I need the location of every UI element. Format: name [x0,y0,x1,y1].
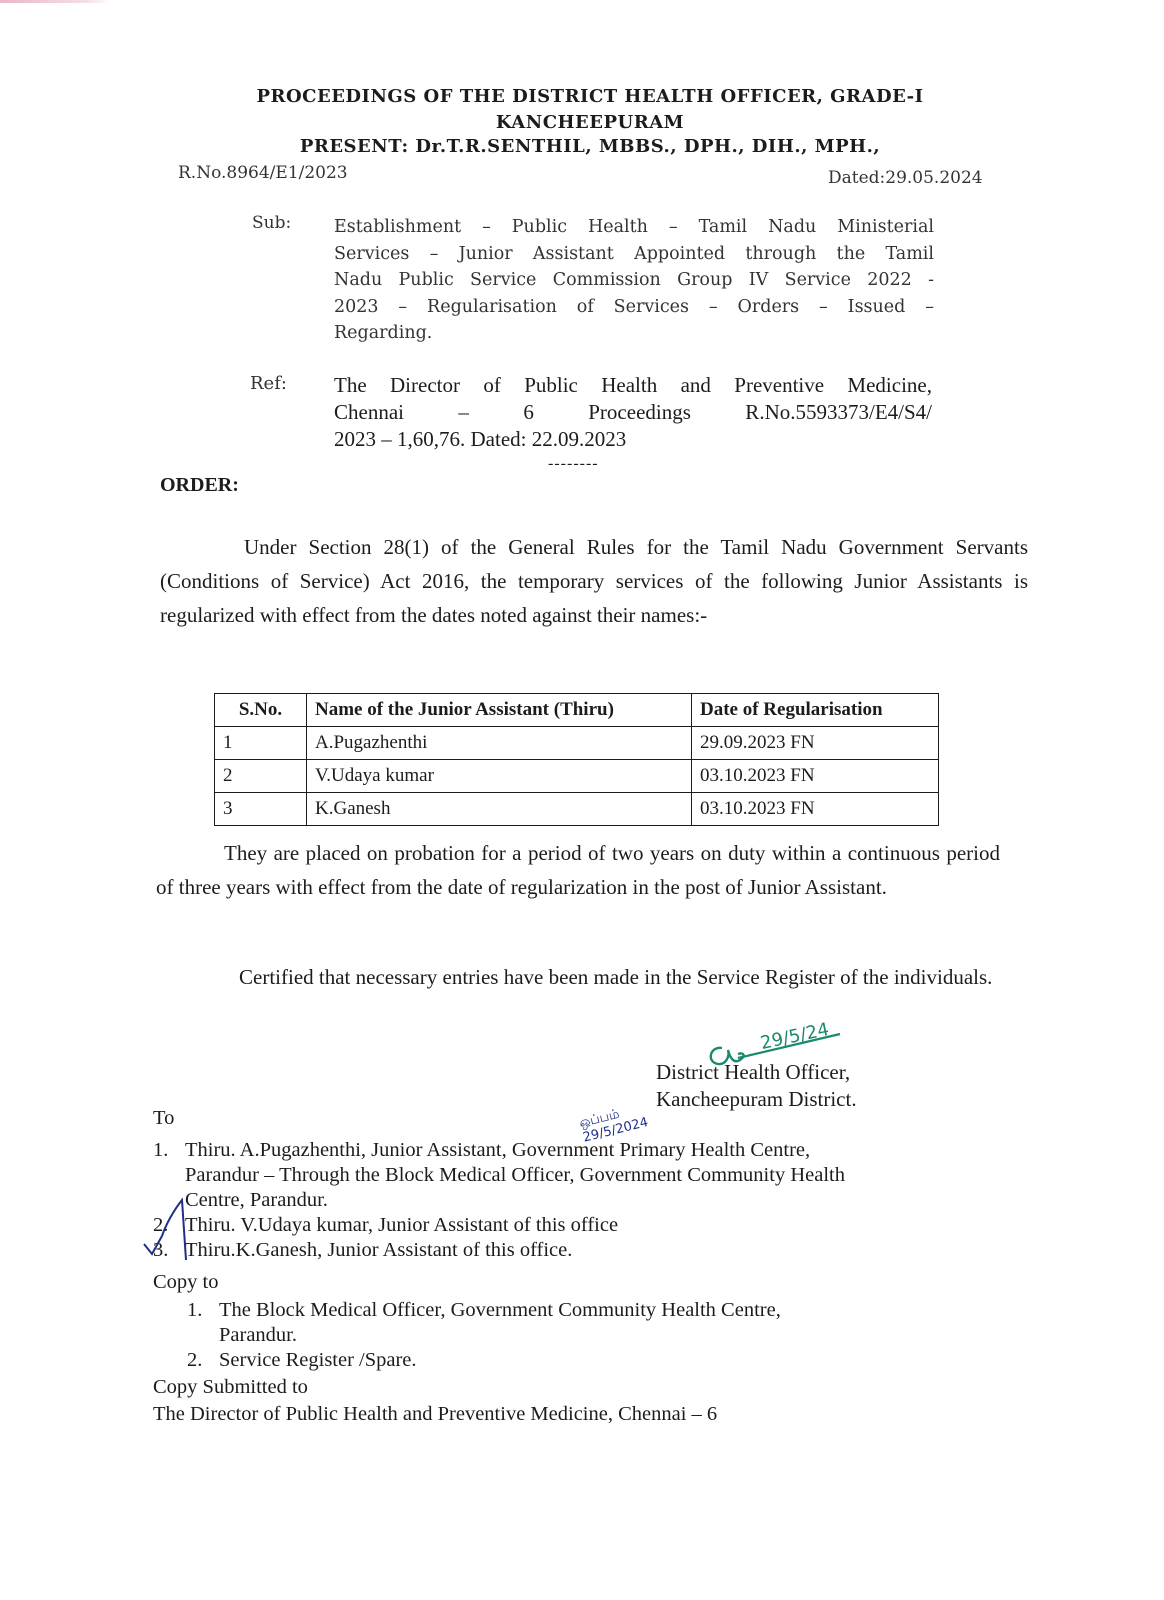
cell-sno: 3 [215,793,307,826]
signature-block [656,1059,857,1113]
order-heading: ORDER: [160,474,239,496]
copy-to-item [187,1348,987,1373]
subject-line: Services – Junior Assistant Appointed through the Tamil [334,243,934,264]
subject-text [334,214,934,347]
cell-sno: 2 [215,760,307,793]
column-header-name: Name of the Junior Assistant (Thiru) [307,694,692,727]
separator: -------- [548,455,599,472]
reference-line: The Director of Public Health and Preventive Medicine, [334,373,932,397]
reference-line: Chennai – 6 Proceedings R.No.5593373/E4/S4/ [334,400,932,424]
proceedings-title: PROCEEDINGS OF THE DISTRICT HEALTH OFFICER, GRADE-I [256,86,924,107]
cell-date: 03.10.2023 FN [692,760,939,793]
scan-artifact [0,0,110,3]
checkmark-icon [140,1196,190,1266]
copy-to-item [187,1298,987,1348]
copy-submitted-recipient: The Director of Public Health and Preventive Medicine, Chennai – 6 [153,1403,718,1425]
to-item-number: 1. [153,1139,169,1161]
subject-line: Regarding. [334,323,433,343]
order-paragraph-3: Certified that necessary entries have been made in the Service Register of the individuals. [239,965,993,989]
to-item [153,1138,1033,1213]
copy-to-item-number: 1. [187,1299,203,1321]
to-item-line: Thiru.K.Ganesh, Junior Assistant of this office. [185,1239,573,1261]
order-paragraph-2: They are placed on probation for a period of two years on duty within a continuous period of three years with effect from the date of regularization in the post of Junior Assistant. [156,841,1000,899]
to-item-number: 3. [153,1239,169,1261]
copy-to-item-number: 2. [187,1349,203,1371]
to-item-line: Parandur – Through the Block Medical Officer, Government Community Health [185,1164,845,1186]
table-row [215,727,939,760]
signature-date: 29/5/24 [758,1019,831,1054]
subject-line: Establishment – Public Health – Tamil Nadu Ministerial [334,217,934,237]
reference-line: 2023 – 1,60,76. Dated: 22.09.2023 [334,427,627,451]
handwritten-acknowledgement: ஒப்பம் 29/5/2024 [577,1106,650,1146]
table-row [215,793,939,826]
column-header-sno: S.No. [215,694,307,727]
regularisation-table [214,693,939,826]
cell-date: 29.09.2023 FN [692,727,939,760]
to-item [153,1238,1033,1263]
order-paragraph-1: Under Section 28(1) of the General Rules for the Tamil Nadu Government Servants (Conditions of Service) Act 2016, the temporary services of the following Junior Assistants is regularized with effect from the dates noted against their names:- [160,535,1028,627]
copy-submitted-label: Copy Submitted to [153,1376,308,1398]
cell-name: K.Ganesh [307,793,692,826]
cell-name: V.Udaya kumar [307,760,692,793]
cell-name: A.Pugazhenthi [307,727,692,760]
copy-to-item-line: Parandur. [219,1324,297,1346]
to-item-text [185,1138,1033,1213]
copy-to-item-line: The Block Medical Officer, Government Community Health Centre, [219,1299,781,1321]
to-list [153,1138,1033,1263]
column-header-date: Date of Regularisation [692,694,939,727]
signatory-district: Kancheepuram District. [656,1087,857,1111]
subject-line: Nadu Public Service Commission Group IV Service 2022 - [334,270,934,290]
copy-to-label: Copy to [153,1271,219,1293]
office-location: KANCHEEPURAM [495,112,685,133]
to-item [153,1213,1033,1238]
to-item-line: Thiru. A.Pugazhenthi, Junior Assistant, Government Primary Health Centre, [185,1139,811,1161]
cell-date: 03.10.2023 FN [692,793,939,826]
subject-line: 2023 – Regularisation of Services – Orders – Issued – [334,296,934,317]
reference-text [334,372,932,453]
to-item-number: 2. [153,1214,169,1236]
table-row [215,760,939,793]
subject-label: Sub: [252,213,292,233]
copy-to-list [187,1298,987,1373]
to-label: To [153,1107,175,1129]
cell-sno: 1 [215,727,307,760]
table-header-row [215,694,939,727]
to-item-line: Centre, Parandur. [185,1189,328,1211]
copy-to-item-text [219,1298,987,1348]
signatory-designation: District Health Officer, [656,1060,851,1084]
reference-number: R.No.8964/E1/2023 [178,163,348,183]
reference-label: Ref: [250,373,287,394]
copy-to-item-line: Service Register /Spare. [219,1349,417,1371]
dated: Dated:29.05.2024 [828,168,983,188]
to-item-line: Thiru. V.Udaya kumar, Junior Assistant of this office [185,1214,619,1236]
present-officer: PRESENT: Dr.T.R.SENTHIL, MBBS., DPH., DIH., MPH., [299,136,881,157]
